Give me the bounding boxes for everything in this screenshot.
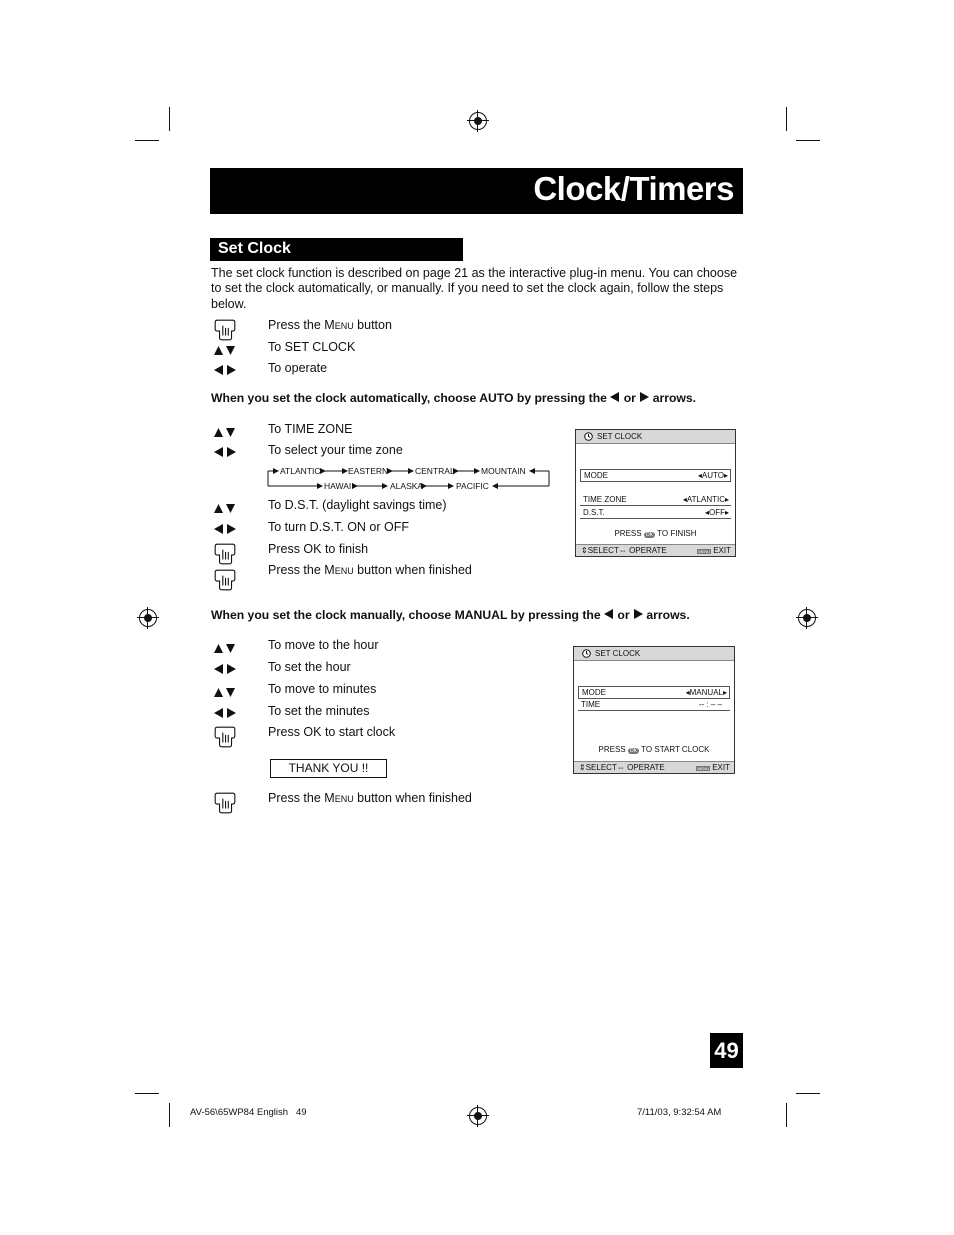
osd-mode-row (580, 469, 731, 482)
menu-badge-icon: MENU (698, 549, 710, 554)
step-text: To turn D.S.T. ON or OFF (268, 520, 409, 534)
registration-mark-icon (469, 112, 487, 130)
osd-mode-value: ◂MANUAL▸ (685, 688, 727, 697)
step-text: To operate (268, 361, 328, 375)
step-text: To select your time zone (268, 443, 403, 457)
ok-badge-icon: OK (645, 532, 654, 538)
crop-mark (786, 107, 787, 131)
crop-mark (169, 1103, 170, 1127)
left-right-arrows-icon (213, 662, 255, 682)
up-down-arrows-icon (213, 343, 255, 363)
step-text: To SET CLOCK (268, 340, 356, 354)
osd-press-hint: PRESS OK TO FINISH (614, 529, 697, 538)
crop-mark (796, 1093, 820, 1094)
right-arrow-icon (633, 609, 643, 619)
left-right-arrows-icon (213, 706, 255, 726)
osd-dst-value: ◂OFF▸ (704, 508, 729, 517)
crop-mark (169, 107, 170, 131)
step-text: To set the hour (268, 660, 351, 674)
intro-paragraph: The set clock function is described on page 21 as the interactive plug-in menu. You can choose to set the clock automatically, or manually. If you need to set the clock again, follow the steps below. (211, 266, 738, 311)
crop-mark (786, 1103, 787, 1127)
osd-header (576, 430, 735, 444)
left-right-arrows-icon (213, 522, 255, 542)
crop-mark (796, 140, 820, 141)
page-number: 49 (710, 1033, 743, 1068)
tz-central: CENTRAL (415, 466, 455, 476)
step-text: Press the Menu button (268, 318, 392, 332)
tz-alaska: ALASKA (390, 481, 424, 491)
set-clock-manual-screen (573, 646, 735, 774)
up-down-arrows-icon (213, 685, 255, 705)
left-arrow-icon (604, 609, 614, 619)
osd-title: SET CLOCK (595, 649, 641, 658)
menu-badge-icon: MENU (697, 766, 709, 771)
step-text: Press OK to finish (268, 542, 369, 556)
crop-mark (135, 140, 159, 141)
registration-mark-icon (139, 609, 157, 627)
manual-heading: When you set the clock manually, choose MANUAL by pressing the or arrows. (211, 608, 690, 622)
section-title: Set Clock (218, 240, 291, 257)
hand-icon (213, 543, 255, 563)
page-title: Clock/Timers (533, 170, 734, 207)
hand-icon (213, 792, 255, 812)
osd-timezone-row (580, 494, 731, 506)
osd-mode-label: MODE (584, 471, 608, 480)
left-right-arrows-icon (213, 363, 255, 383)
ok-badge-icon: OK (629, 748, 638, 754)
step-text: To TIME ZONE (268, 422, 353, 436)
osd-footer: ⇕SELECT⇔ OPERATE MENU EXIT (574, 761, 734, 773)
tz-mountain: MOUNTAIN (481, 466, 526, 476)
up-down-arrows-icon (213, 641, 255, 661)
osd-time-value: -- : – – (698, 700, 722, 709)
clock-icon (584, 432, 593, 441)
osd-dst-row (580, 507, 731, 519)
osd-mode-row (578, 686, 730, 699)
osd-footer: ⇕SELECT⇔ OPERATE MENU EXIT (576, 544, 735, 556)
osd-mode-value: ◂AUTO▸ (697, 471, 728, 480)
left-right-arrows-icon (213, 445, 255, 465)
hand-icon (213, 569, 255, 589)
section-header (210, 238, 463, 261)
up-down-arrows-icon (213, 425, 255, 445)
up-down-arrows-icon (213, 501, 255, 521)
tz-atlantic: ATLANTIC (280, 466, 321, 476)
tz-pacific: PACIFIC (456, 481, 489, 491)
tz-eastern: EASTERN (348, 466, 389, 476)
hand-icon (213, 319, 255, 339)
footer-left: AV-56\65WP84 English 49 (190, 1107, 307, 1118)
osd-timezone-label: TIME ZONE (583, 495, 627, 504)
tz-hawaii: HAWAII (324, 481, 354, 491)
step-text: To D.S.T. (daylight savings time) (268, 498, 447, 512)
osd-time-row (578, 699, 730, 711)
set-clock-auto-screen (575, 429, 736, 557)
thank-you-display: THANK YOU !! (270, 759, 387, 778)
osd-dst-label: D.S.T. (583, 508, 605, 517)
hand-icon (213, 726, 255, 746)
time-zone-diagram (265, 463, 555, 491)
osd-mode-label: MODE (582, 688, 606, 697)
page-title-bar (210, 168, 743, 214)
right-arrow-icon (639, 392, 649, 402)
step-text: To move to the hour (268, 638, 379, 652)
step-text: To move to minutes (268, 682, 377, 696)
osd-time-label: TIME (581, 700, 601, 709)
osd-title: SET CLOCK (597, 432, 643, 441)
footer-right: 7/11/03, 9:32:54 AM (637, 1107, 722, 1118)
osd-timezone-value: ◂ATLANTIC▸ (682, 495, 729, 504)
auto-heading: When you set the clock automatically, choose AUTO by pressing the or arrows. (211, 391, 697, 405)
clock-icon (582, 649, 591, 658)
step-text: Press OK to start clock (268, 725, 396, 739)
step-text: To set the minutes (268, 704, 370, 718)
osd-press-hint: PRESS OK TO START CLOCK (598, 745, 710, 754)
registration-mark-icon (469, 1107, 487, 1125)
registration-mark-icon (798, 609, 816, 627)
osd-header (574, 647, 734, 661)
step-text: Press the Menu button when finished (268, 791, 472, 805)
crop-mark (135, 1093, 159, 1094)
left-arrow-icon (610, 392, 620, 402)
step-text: Press the Menu button when finished (268, 563, 472, 577)
